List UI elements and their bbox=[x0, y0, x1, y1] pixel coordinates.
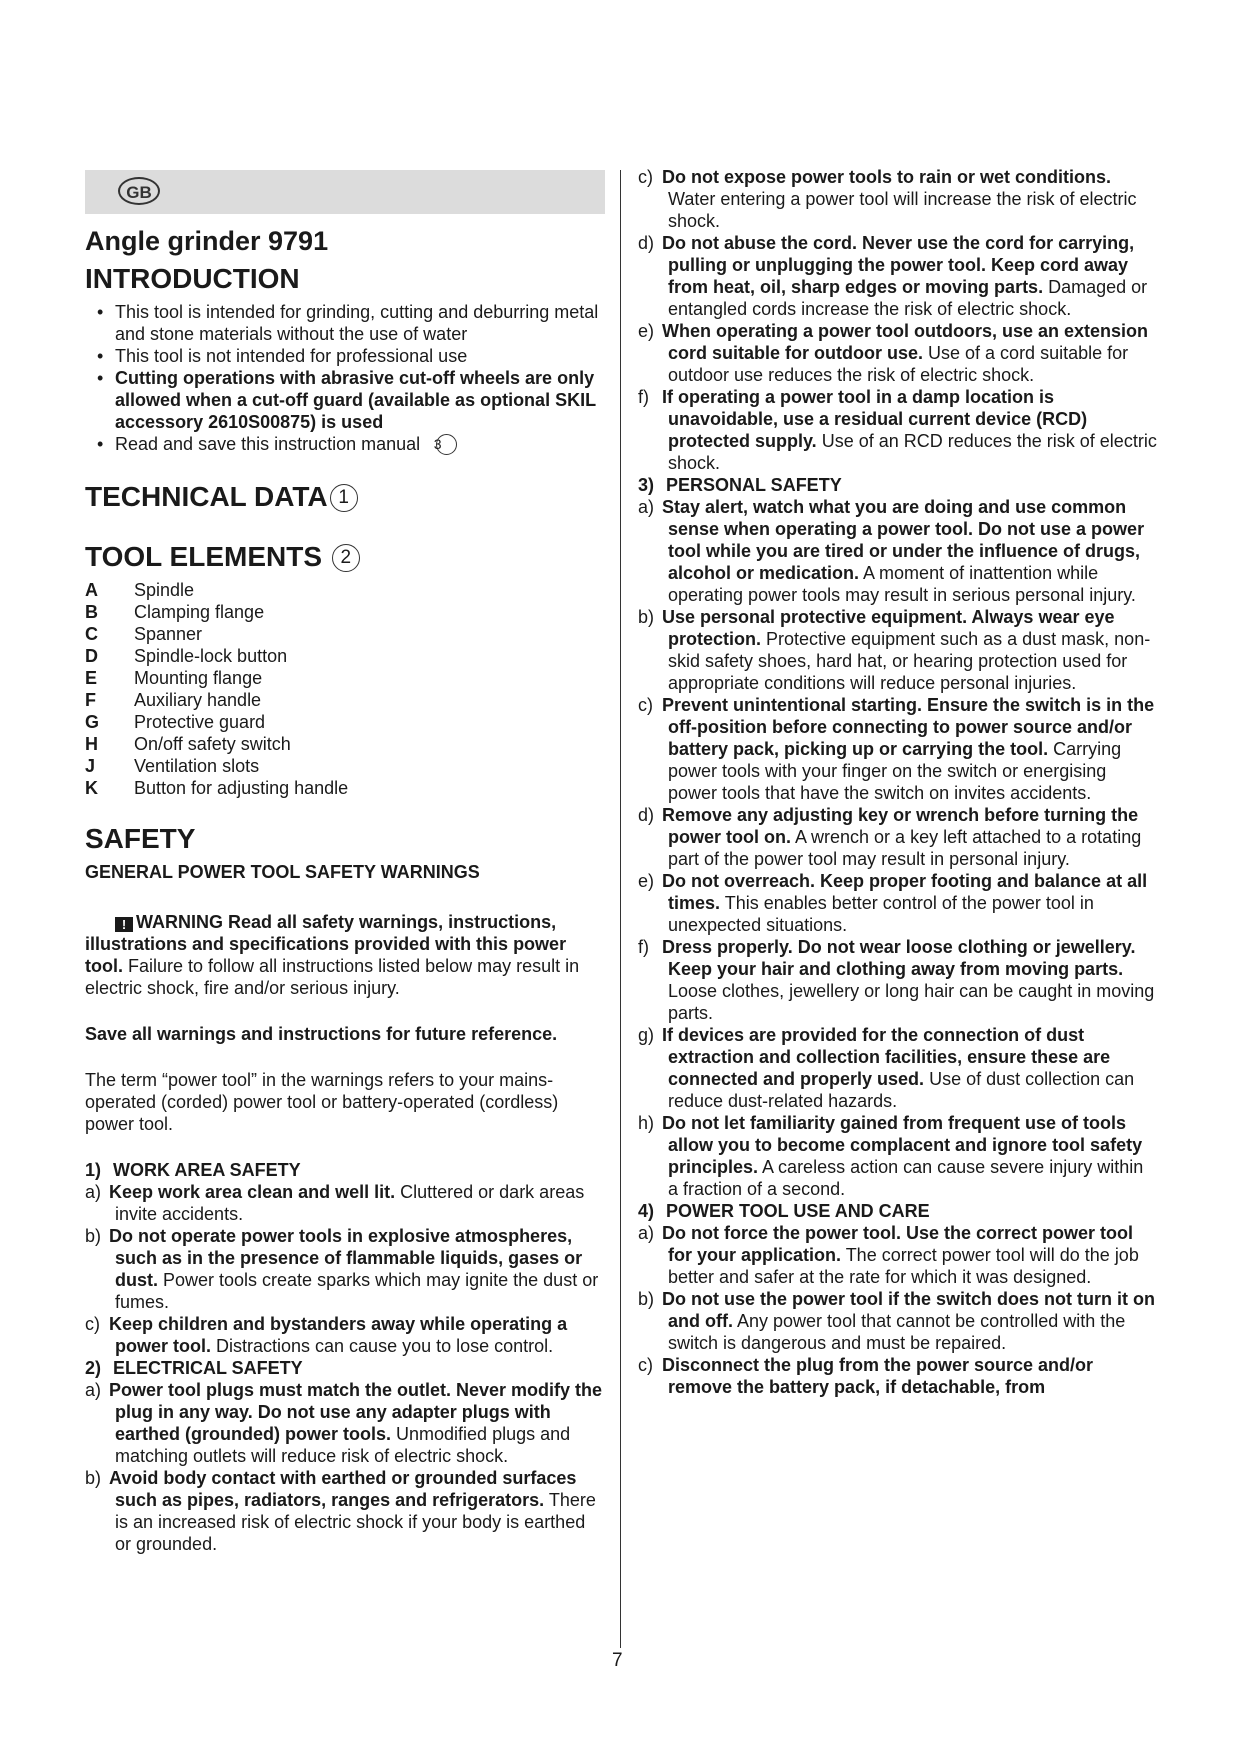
document-title: Angle grinder 9791 bbox=[85, 226, 329, 256]
list-item: e) Do not overreach. Keep proper footing and balance at all times. This enables better control of the power tool in unexpected situations. bbox=[638, 871, 1148, 935]
page-number: 7 bbox=[612, 1650, 623, 1671]
list-item: d) Do not abuse the cord. Never use the cord for carrying, pulling or unplugging the power tool. Keep cord away from heat, oil, sharp edges or moving parts. Damaged or entangled cords increase the risk of electric shock. bbox=[638, 233, 1148, 319]
list-item: a) Power tool plugs must match the outlet. Never modify the plug in any way. Do not use any adapter plugs with earthed (grounded) power tools. Unmodified plugs and matching outlets will reduce risk of electric shock. bbox=[85, 1380, 603, 1466]
introduction-list bbox=[85, 301, 605, 455]
list-item: • Read and save this instruction manual 3 bbox=[85, 433, 605, 455]
list-item: b) Do not operate power tools in explosive atmospheres, such as in the presence of flammable liquids, gases or dust. Power tools create sparks which may ignite the dust or fumes. bbox=[85, 1226, 599, 1312]
language-bar bbox=[85, 170, 605, 214]
list-item: • Cutting operations with abrasive cut-off wheels are only allowed when a cut-off guard (available as optional SKIL accessory 2610S00875) is used bbox=[85, 367, 605, 433]
figure-ref-icon: 3 bbox=[436, 434, 457, 455]
list-item: c) Disconnect the plug from the power source and/or remove the battery pack, if detachable, from bbox=[638, 1355, 1094, 1397]
column-divider bbox=[620, 170, 621, 1648]
power-tool-term: The term “power tool” in the warnings refers to your mains-operated (corded) power tool or battery-operated (cordless) power tool. bbox=[85, 1070, 559, 1134]
save-instructions: Save all warnings and instructions for future reference. bbox=[85, 1024, 558, 1044]
list-item: a) Keep work area clean and well lit. Cluttered or dark areas invite accidents. bbox=[85, 1182, 585, 1224]
warning-paragraph: ! WARNING Read all safety warnings, instructions, illustrations and specifications provided with this power tool. Failure to follow all instructions listed below may result in electric shock, fire and/or serious injury. bbox=[85, 912, 580, 998]
figure-ref-icon: 2 bbox=[332, 544, 360, 572]
personal-safety-title: 3) PERSONAL SAFETY bbox=[638, 475, 842, 495]
work-area-safety-title: 1) WORK AREA SAFETY bbox=[85, 1160, 301, 1180]
warning-icon: ! bbox=[115, 917, 133, 932]
list-item: A Spindle bbox=[85, 580, 195, 600]
list-item: b) Avoid body contact with earthed or grounded surfaces such as pipes, radiators, ranges and refrigerators. There is an increased risk of electric shock if your body is earthed or grounded. bbox=[85, 1468, 596, 1554]
list-item: D Spindle-lock button bbox=[85, 646, 288, 666]
list-item: B Clamping flange bbox=[85, 602, 265, 622]
list-item: • This tool is not intended for professional use bbox=[85, 345, 605, 367]
general-warnings-subheading: GENERAL POWER TOOL SAFETY WARNINGS bbox=[85, 862, 480, 882]
list-item: b) Use personal protective equipment. Always wear eye protection. Protective equipment such as a dust mask, non-skid safety shoes, hard hat, or hearing protection used for appropriate conditions will reduce personal injuries. bbox=[638, 607, 1151, 693]
list-item: H On/off safety switch bbox=[85, 734, 291, 754]
technical-data-heading: TECHNICAL DATA 1 bbox=[85, 481, 605, 513]
list-item: J Ventilation slots bbox=[85, 756, 260, 776]
left-column bbox=[85, 170, 605, 1555]
list-item: C Spanner bbox=[85, 624, 203, 644]
list-item: d) Remove any adjusting key or wrench before turning the power tool on. A wrench or a key left attached to a rotating part of the power tool may result in personal injury. bbox=[638, 805, 1142, 869]
list-item: b) Do not use the power tool if the switch does not turn it on and off. Any power tool that cannot be controlled with the switch is dangerous and must be repaired. bbox=[638, 1289, 1155, 1353]
tool-elements-list bbox=[85, 579, 605, 799]
list-item: c) Keep children and bystanders away while operating a power tool. Distractions can cause you to lose control. bbox=[85, 1314, 568, 1356]
electrical-safety-title: 2) ELECTRICAL SAFETY bbox=[85, 1358, 303, 1378]
right-column bbox=[638, 166, 1158, 1398]
language-badge: GB bbox=[118, 177, 160, 205]
list-item: c) Do not expose power tools to rain or wet conditions. Water entering a power tool will increase the risk of electric shock. bbox=[638, 167, 1137, 231]
list-item: • This tool is intended for grinding, cutting and deburring metal and stone materials without the use of water bbox=[85, 301, 605, 345]
power-tool-use-title: 4) POWER TOOL USE AND CARE bbox=[638, 1201, 930, 1221]
tool-elements-heading: TOOL ELEMENTS 2 bbox=[85, 541, 605, 573]
list-item: f) If operating a power tool in a damp location is unavoidable, use a residual current device (RCD) protected supply. Use of an RCD reduces the risk of electric shock. bbox=[638, 387, 1157, 473]
list-item: e) When operating a power tool outdoors, use an extension cord suitable for outdoor use. Use of a cord suitable for outdoor use reduces the risk of electric shock. bbox=[638, 321, 1149, 385]
figure-ref-icon: 1 bbox=[330, 484, 358, 512]
list-item: a) Do not force the power tool. Use the correct power tool for your application. The correct power tool will do the job better and safer at the rate for which it was designed. bbox=[638, 1223, 1139, 1287]
list-item: a) Stay alert, watch what you are doing and use common sense when operating a power tool. Do not use a power tool while you are tired or under the influence of drugs, alcohol or medication. A moment of inattention while operating power tools may result in serious personal injury. bbox=[638, 497, 1145, 605]
list-item: K Button for adjusting handle bbox=[85, 778, 349, 798]
list-item: F Auxiliary handle bbox=[85, 690, 262, 710]
list-item: c) Prevent unintentional starting. Ensure the switch is in the off-position before connecting to power source and/or battery pack, picking up or carrying the tool. Carrying power tools with your finger on the switch or energising power tools that have the switch on invites accidents. bbox=[638, 695, 1155, 803]
list-item: h) Do not let familiarity gained from frequent use of tools allow you to become complacent and ignore tool safety principles. A careless action can cause severe injury within a fraction of a second. bbox=[638, 1113, 1144, 1199]
safety-heading: SAFETY bbox=[85, 823, 196, 854]
list-item: g) If devices are provided for the connection of dust extraction and collection facilities, ensure these are connected and properly used. Use of dust collection can reduce dust-related hazards. bbox=[638, 1025, 1135, 1111]
list-item: G Protective guard bbox=[85, 712, 266, 732]
list-item: E Mounting flange bbox=[85, 668, 263, 688]
list-item: f) Dress properly. Do not wear loose clothing or jewellery. Keep your hair and clothing away from moving parts. Loose clothes, jewellery or long hair can be caught in moving parts. bbox=[638, 937, 1155, 1023]
introduction-heading: INTRODUCTION bbox=[85, 263, 300, 294]
